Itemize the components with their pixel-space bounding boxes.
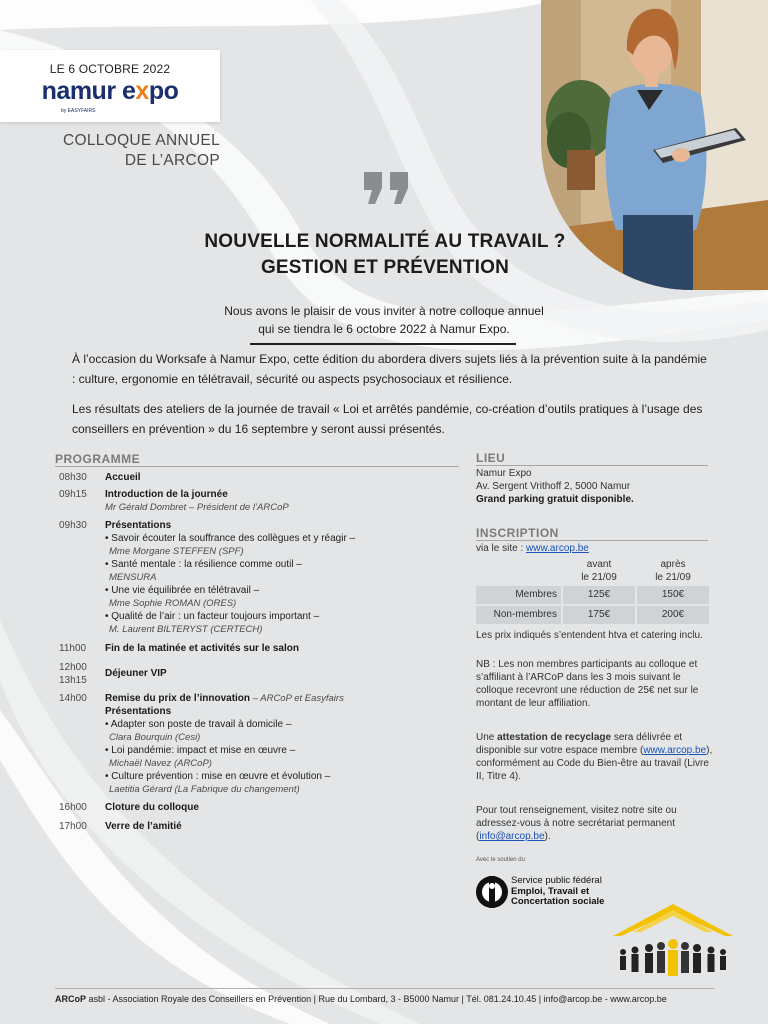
programme-heading: PROGRAMME: [55, 452, 141, 466]
page-title: [150, 229, 620, 281]
colloque-line1: COLLOQUE ANNUEL: [63, 132, 220, 149]
logo-word-x: x: [135, 77, 149, 105]
spf-line1: Service public fédéral: [511, 875, 602, 886]
recyclage-link[interactable]: www.arcop.be: [643, 745, 707, 756]
programme-title: Présentations: [105, 520, 172, 531]
price-label: Non-membres: [476, 606, 561, 624]
price-before: 175€: [563, 606, 635, 624]
talk-title: • Adapter son poste de travail à domicile –: [105, 719, 292, 730]
talk-speaker: Laetitia Gérard (La Fabrique du changement): [109, 784, 300, 795]
sponsor-label: Avec le soutien du: [476, 857, 525, 863]
contact-text: Pour tout renseignement, visitez notre site ou adressez-vous à notre secrétariat permanent (: [476, 805, 677, 842]
inscription-via: via le site :: [476, 543, 527, 554]
programme-title: Remise du prix de l’innovation: [105, 693, 251, 704]
programme-title: Fin de la matinée et activités sur le salon: [105, 643, 299, 654]
recyclage-bold: attestation de recyclage: [497, 732, 612, 743]
spf-text: [511, 876, 604, 908]
talk-title: • Santé mentale : la résilience comme outil –: [105, 559, 302, 570]
namur-expo-logo-box: [0, 50, 220, 122]
lieu-parking: Grand parking gratuit disponible.: [476, 494, 634, 505]
spf-logo: [475, 870, 635, 914]
talk-title: • Savoir écouter la souffrance des collègues et y réagir –: [105, 533, 356, 544]
price-note: Les prix indiqués s’entendent htva et catering inclu.: [476, 630, 703, 641]
lieu-address: Av. Sergent Vrithoff 2, 5000 Namur: [476, 481, 631, 492]
spf-emblem-icon: [475, 872, 509, 912]
price-col-after-line2: le 21/09: [655, 572, 691, 583]
talk-speaker: Mme Morgane STEFFEN (SPF): [109, 546, 244, 557]
inscription-heading: INSCRIPTION: [476, 526, 559, 540]
paragraph-worksafe: À l’occasion du Worksafe à Namur Expo, cette édition du abordera divers sujets liés à la prévention suite à la pandémie : culture, ergonomie en télétravail, sécurité ou aspects psychosociaux et résilience.: [72, 352, 707, 386]
talk-speaker: M. Laurent BILTERYST (CERTECH): [109, 624, 263, 635]
programme-title: Déjeuner VIP: [105, 668, 167, 679]
spf-line3: Concertation sociale: [511, 896, 605, 907]
title-line1: NOUVELLE NORMALITÉ AU TRAVAIL ?: [204, 231, 566, 252]
price-before: 125€: [563, 586, 635, 604]
programme-time: 09h30: [59, 520, 87, 531]
logo-word-a: namur e: [41, 77, 136, 105]
programme-time: 11h00: [59, 643, 87, 654]
event-date: LE 6 OCTOBRE 2022: [49, 62, 171, 76]
quote-marks-icon: [362, 170, 412, 206]
programme-title: Verre de l’amitié: [105, 821, 182, 832]
talk-title: • Culture prévention : mise en œuvre et évolution –: [105, 771, 331, 782]
talk-speaker: Michaël Navez (ARCoP): [109, 758, 212, 769]
arcop-people-logo-icon: [613, 902, 733, 982]
price-col-before-line1: avant: [586, 559, 612, 570]
programme-title: Accueil: [105, 472, 141, 483]
membership-note: NB : Les non membres participants au colloque et s’affiliant à l’ARCoP dans les 3 mois suivant le colloque recevront une réduction de 25€ net sur le montant de leur affiliation.: [476, 659, 699, 709]
price-col-after: [637, 558, 709, 584]
lieu-heading: LIEU: [476, 451, 506, 465]
recyclage-note: [476, 731, 714, 783]
price-after: 150€: [637, 586, 709, 604]
lieu-name: Namur Expo: [476, 468, 532, 479]
intro-line2: qui se tiendra le 6 octobre 2022 à Namur Expo.: [258, 322, 510, 336]
logo-sub: by EASYFAIRS: [61, 108, 96, 114]
programme-time: 16h00: [59, 802, 87, 813]
intro-line1: Nous avons le plaisir de vous inviter à notre colloque annuel: [224, 304, 544, 318]
spf-line2: Emploi, Travail et: [511, 885, 590, 897]
programme-time: 09h15: [59, 489, 87, 500]
lieu-section: [476, 452, 716, 506]
programme-time: 14h00: [59, 693, 87, 704]
programme-title-tail: – ARCoP et Easyfairs: [250, 693, 344, 704]
programme-title: Cloture du colloque: [105, 802, 199, 813]
contact-email-link[interactable]: info@arcop.be: [479, 831, 545, 842]
inscription-divider: [476, 540, 708, 541]
talk-title: • Loi pandémie: impact et mise en œuvre –: [105, 745, 296, 756]
programme-speaker: Mr Gérald Dombret – Président de l’ARCoP: [105, 502, 289, 513]
contact-end: ).: [544, 831, 551, 842]
talk-title: • Qualité de l’air : un facteur toujours important –: [105, 611, 320, 622]
price-col-after-line1: après: [660, 559, 686, 570]
price-row: [476, 606, 710, 624]
inscription-section: [476, 527, 716, 555]
price-label: Membres: [476, 586, 561, 604]
programme-time-start: 12h00: [59, 662, 87, 673]
footer-divider: [55, 988, 715, 989]
talk-title: • Une vie équilibrée en télétravail –: [105, 585, 260, 596]
recyclage-pre: Une: [476, 732, 498, 743]
recyclage-mid: sera délivrée et disponible sur votre espace membre (: [476, 732, 683, 756]
title-line2: GESTION ET PRÉVENTION: [260, 257, 510, 278]
price-col-before: [563, 558, 635, 584]
paragraph-results: Les résultats des ateliers de la journée de travail « Loi et arrêtés pandémie, co-création d’outils pratiques à l’usage des conseillers en prévention » du 16 septembre y seront aussi présentés.: [72, 402, 703, 436]
talk-speaker: MENSURA: [109, 572, 157, 583]
logo-word-b: po: [148, 77, 179, 105]
colloque-heading: [0, 131, 220, 171]
footer: [55, 993, 735, 1005]
intro-divider: [250, 343, 516, 345]
contact-note: [476, 804, 706, 843]
programme-time-end: 13h15: [59, 675, 87, 686]
programme-time: [59, 661, 99, 687]
programme-divider: [55, 466, 459, 467]
price-row: [476, 586, 710, 604]
footer-org: ARCoP: [55, 994, 86, 1004]
programme-title: Introduction de la journée: [105, 489, 228, 500]
talk-speaker: Clara Bourquin (Cesi): [109, 732, 201, 743]
colloque-line2: DE L’ARCOP: [124, 152, 220, 169]
talk-speaker: Mme Sophie ROMAN (ORES): [109, 598, 237, 609]
price-col-before-line2: le 21/09: [581, 572, 617, 583]
price-after: 200€: [637, 606, 709, 624]
programme-title: Présentations: [105, 706, 172, 717]
footer-text: asbl - Association Royale des Conseillers en Prévention | Rue du Lombard, 3 - B5000 Namur | Tél. 081.24.10.45 | info@arcop.be - www.arcop.be: [86, 994, 667, 1004]
recyclage-post: ), conformément au Code du Bien-être au travail (Livre II, Titre 4).: [476, 745, 713, 782]
lieu-divider: [476, 465, 708, 466]
namur-expo-logo: [0, 79, 220, 104]
invitation-text: [164, 302, 604, 338]
programme-time: 08h30: [59, 472, 87, 483]
programme-time: 17h00: [59, 821, 87, 832]
inscription-site-link[interactable]: www.arcop.be: [526, 543, 589, 554]
